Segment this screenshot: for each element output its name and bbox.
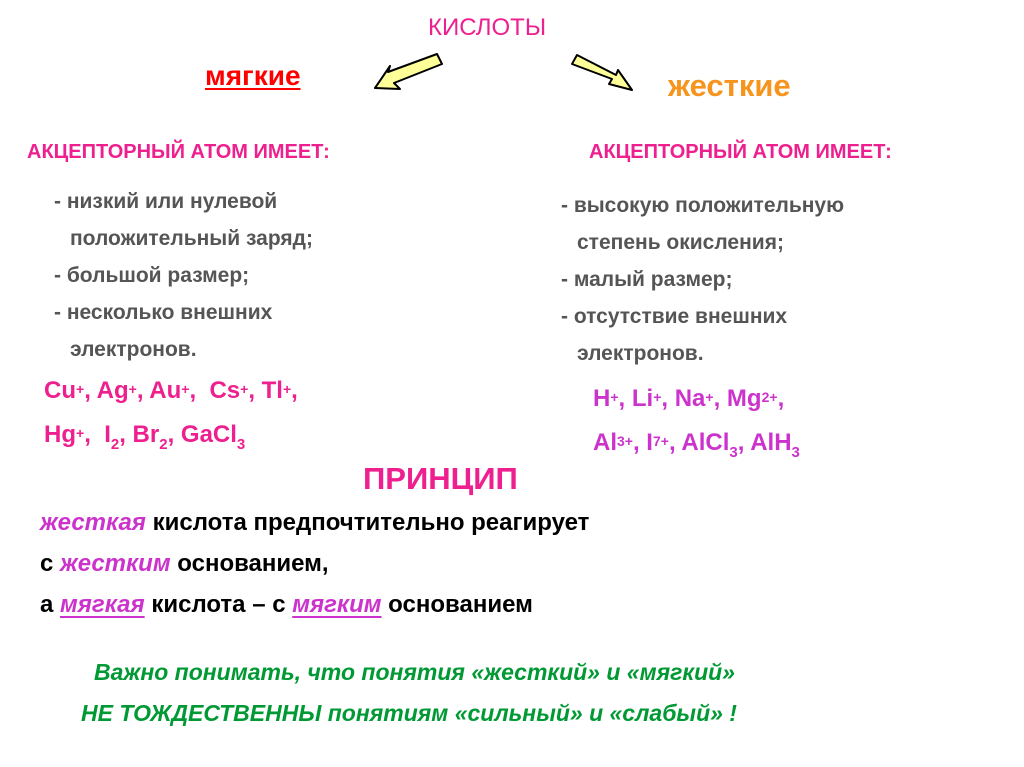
superscript: + [653,389,662,405]
note-line-1: Важно понимать, что понятия «жесткий» и «мягкий» [94,659,735,685]
formula-text: H [593,385,611,412]
list-item: - несколько внешних [54,301,273,324]
hard-acids-examples [593,377,800,468]
highlight-hard-acid: жесткая [40,509,146,536]
soft-acids-label: мягкие [205,60,301,91]
superscript: 2+ [761,389,778,405]
principle-rule-line-1 [40,509,589,537]
subscript: 2 [159,436,168,453]
soft-properties-list [54,183,313,368]
formula-text: , AlH [737,429,792,456]
list-item: - отсутствие внешних [561,305,788,328]
list-item: электронов. [577,342,704,365]
formula-text: , Tl [248,377,283,404]
soft-acids-line-2 [44,413,298,460]
hard-acids-line-2 [593,421,800,468]
subscript: 3 [236,436,246,453]
formula-text: , Li [618,385,654,412]
formula-text: , Au [136,377,182,404]
list-item: - малый размер; [561,268,733,291]
formula-text: , Br [119,421,160,448]
formula-text: , Cs [189,377,241,404]
principle-title: ПРИНЦИП [363,461,518,496]
list-item: степень окисления; [577,231,784,254]
title: КИСЛОТЫ [428,14,547,41]
soft-acids-examples [44,369,298,460]
arrow-down-left-icon [375,54,442,89]
hard-acceptor-header: АКЦЕПТОРНЫЙ АТОМ ИМЕЕТ: [589,141,892,163]
formula-text: Cu [44,377,76,404]
superscript: + [282,381,292,397]
formula-text: Hg [44,421,76,448]
arrow-down-right-icon [572,55,632,90]
formula-text: , I [84,421,111,448]
superscript: 3+ [617,433,633,449]
hard-acids-line-1 [593,377,800,421]
subscript: 3 [791,444,800,461]
formula-text: , Na [661,385,706,412]
subscript: 2 [110,436,120,453]
subscript: 3 [729,444,738,461]
superscript: + [181,381,190,397]
principle-rule-line-3 [40,591,533,619]
rule-text: с [40,550,61,577]
hard-acids-label: жесткие [668,68,791,103]
formula-text: Al [593,429,617,456]
formula-text: , I [632,429,653,456]
rule-text: а [40,591,61,618]
superscript: + [128,381,137,397]
rule-text: основанием [381,591,533,618]
superscript: + [76,381,85,397]
formula-text: , AlCl [668,429,730,456]
superscript: + [610,389,619,405]
list-item: - низкий или нулевой [54,190,278,213]
highlight-soft-acid: мягкая [60,591,145,618]
hard-properties-list [561,187,844,372]
rule-text: кислота – с [144,591,293,618]
rule-text: основанием, [170,550,329,577]
soft-acceptor-header: АКЦЕПТОРНЫЙ АТОМ ИМЕЕТ: [27,141,330,163]
principle-rule-line-2 [40,550,329,578]
list-item: положительный заряд; [70,227,313,250]
soft-acids-line-1 [44,369,298,413]
superscript: + [76,425,85,441]
superscript: + [240,381,249,397]
list-item: электронов. [70,338,197,361]
superscript: 7+ [652,433,669,449]
superscript: + [705,389,714,405]
highlight-soft-base: мягким [292,591,382,618]
formula-text: , Ag [84,377,129,404]
list-item: - высокую положительную [561,194,845,217]
formula-text: , GaCl [167,421,237,448]
formula-text: , [777,385,785,412]
formula-text: , [291,377,298,404]
formula-text: , Mg [713,385,762,412]
highlight-hard-base: жестким [60,550,171,577]
note-line-2: НЕ ТОЖДЕСТВЕННЫ понятиям «сильный» и «слабый» ! [81,700,737,726]
list-item: - большой размер; [54,264,250,287]
rule-text: кислота предпочтительно реагирует [145,509,590,536]
